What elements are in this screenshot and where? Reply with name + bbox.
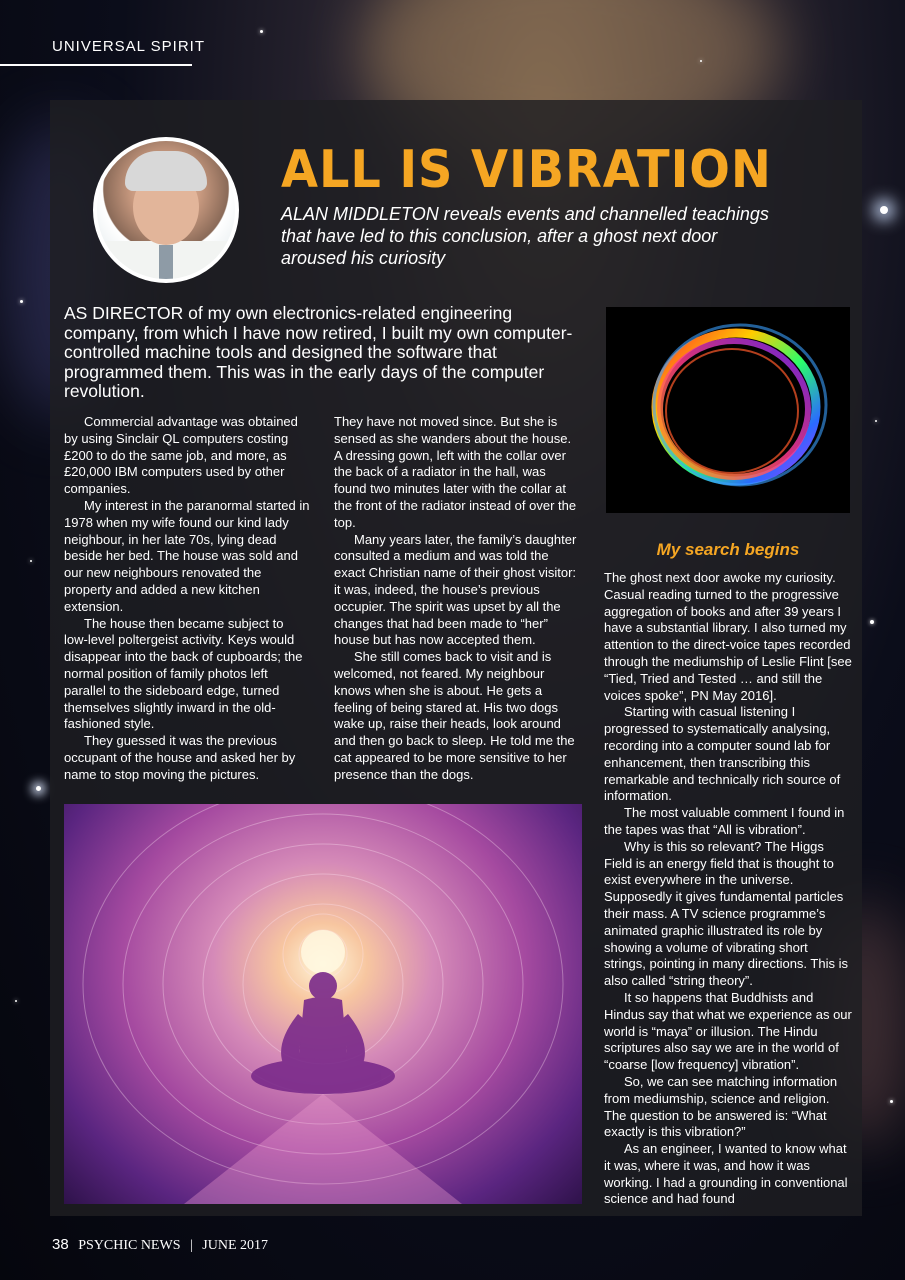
paragraph: They guessed it was the previous occupant of the house and asked her by name to stop moving the pictures. — [64, 733, 296, 782]
paragraph: It so happens that Buddhists and Hindus say that what we experience as our world is “maya” or illusion. The Hindu scriptures also say we are in the world of “coarse [low frequency] vibration”. — [604, 989, 852, 1073]
paragraph: Starting with casual listening I progressed to systematically analysing, recording into a computer sound lab for enhancement, then transcribing this remarkable and technically rich source of information. — [604, 704, 841, 804]
publication-name: PSYCHIC NEWS — [78, 1238, 181, 1253]
paragraph: As an engineer, I wanted to know what it was, where it was, and how it was working. I had a grounding in conventional science and had found — [604, 1141, 848, 1207]
article-column-1 — [64, 414, 310, 784]
section-rule — [0, 64, 192, 66]
meditation-graphic — [64, 804, 582, 1204]
article-column-3 — [604, 570, 852, 1208]
author-portrait — [93, 137, 239, 283]
star — [870, 620, 874, 624]
meditation-image — [64, 804, 582, 1204]
star — [15, 1000, 17, 1002]
footer-separator: | — [189, 1238, 193, 1253]
light-ring-image — [606, 307, 850, 513]
paragraph: They have not moved since. But she is sensed as she wanders about the house. A dressing gown, left with the collar over the back of a radiator in the hall, was found two minutes later with the collar at the front of the radiator instead of over the top. — [334, 414, 577, 530]
star — [260, 30, 263, 33]
article-column-2 — [334, 414, 580, 784]
portrait-tie — [159, 245, 173, 283]
paragraph: The most valuable comment I found in the tapes was that “All is vibration”. — [604, 805, 845, 837]
paragraph: The ghost next door awoke my curiosity. Casual reading turned to the progressive aggregation of books and after 39 years I have a substantial library. I also turned my attention to the direct-voice tapes recorded through the mediumship of Leslie Flint [see “Tied, Tried and Tested … and still the voices spoke”, PN May 2016]. — [604, 570, 852, 703]
paragraph: She still comes back to visit and is welcomed, not feared. My neighbour knows when she is about. He gets a feeling of being stared at. His two dogs wake up, raise their heads, look around and then go back to sleep. He told me the cat appeared to be more sensitive to her presence than the dogs. — [334, 649, 575, 782]
page-number: 38 — [52, 1236, 69, 1253]
article-intro: AS DIRECTOR of my own electronics-related engineering company, from which I have now retired, I built my own computer-controlled machine tools and designed the software that programmed them. This was in the early days of the computer revolution. — [64, 303, 573, 401]
paragraph: Many years later, the family’s daughter consulted a medium and was told the exact Christian name of their ghost visitor: it was, indeed, the house’s previous occupier. The spirit was upset by all the changes that had been made to “her” house but has now accepted them. — [334, 531, 577, 648]
issue-date: JUNE 2017 — [202, 1238, 269, 1253]
page-footer — [52, 1236, 268, 1254]
paragraph: My interest in the paranormal started in 1978 when my wife found our kind lady neighbour, in her late 70s, lying dead beside her bed. The house was sold and our new neighbours renovated the property and added a new kitchen extension. — [64, 497, 310, 614]
paragraph: The house then became subject to low-level poltergeist activity. Keys would disappear into the back of cupboards; the normal position of family photos left parallel to the sideboard edge, turned themselves slightly inward in the old-fashioned style. — [64, 615, 303, 732]
star — [890, 1100, 893, 1103]
light-ring-graphic — [606, 307, 850, 513]
star — [875, 420, 877, 422]
star — [30, 560, 32, 562]
paragraph: So, we can see matching information from mediumship, science and religion. The question to be answered is: “What exactly is this vibration?” — [604, 1073, 838, 1140]
section-label: UNIVERSAL SPIRIT — [52, 38, 205, 55]
paragraph: Commercial advantage was obtained by using Sinclair QL computers costing £200 to do the same job, and more, as £20,000 IBM computers used by other companies. — [64, 414, 298, 497]
paragraph: Why is this so relevant? The Higgs Field is an energy field that is thought to exist everywhere in the universe. Supposedly it gives fundamental particles their mass. A TV science programme’s animated graphic illustrated its role by showing a volume of vibrating short strings, pointing in many directions. This is also called “string theory”. — [604, 838, 848, 989]
portrait-hair — [125, 151, 207, 191]
article-standfirst: ALAN MIDDLETON reveals events and channelled teachings that have led to this conclusion, after a ghost next door aroused his curiosity — [281, 204, 769, 268]
star — [700, 60, 702, 62]
article-title: ALL IS VIBRATION — [281, 140, 772, 200]
star — [880, 206, 888, 214]
section-subhead: My search begins — [656, 540, 800, 559]
star — [20, 300, 23, 303]
star — [36, 786, 41, 791]
